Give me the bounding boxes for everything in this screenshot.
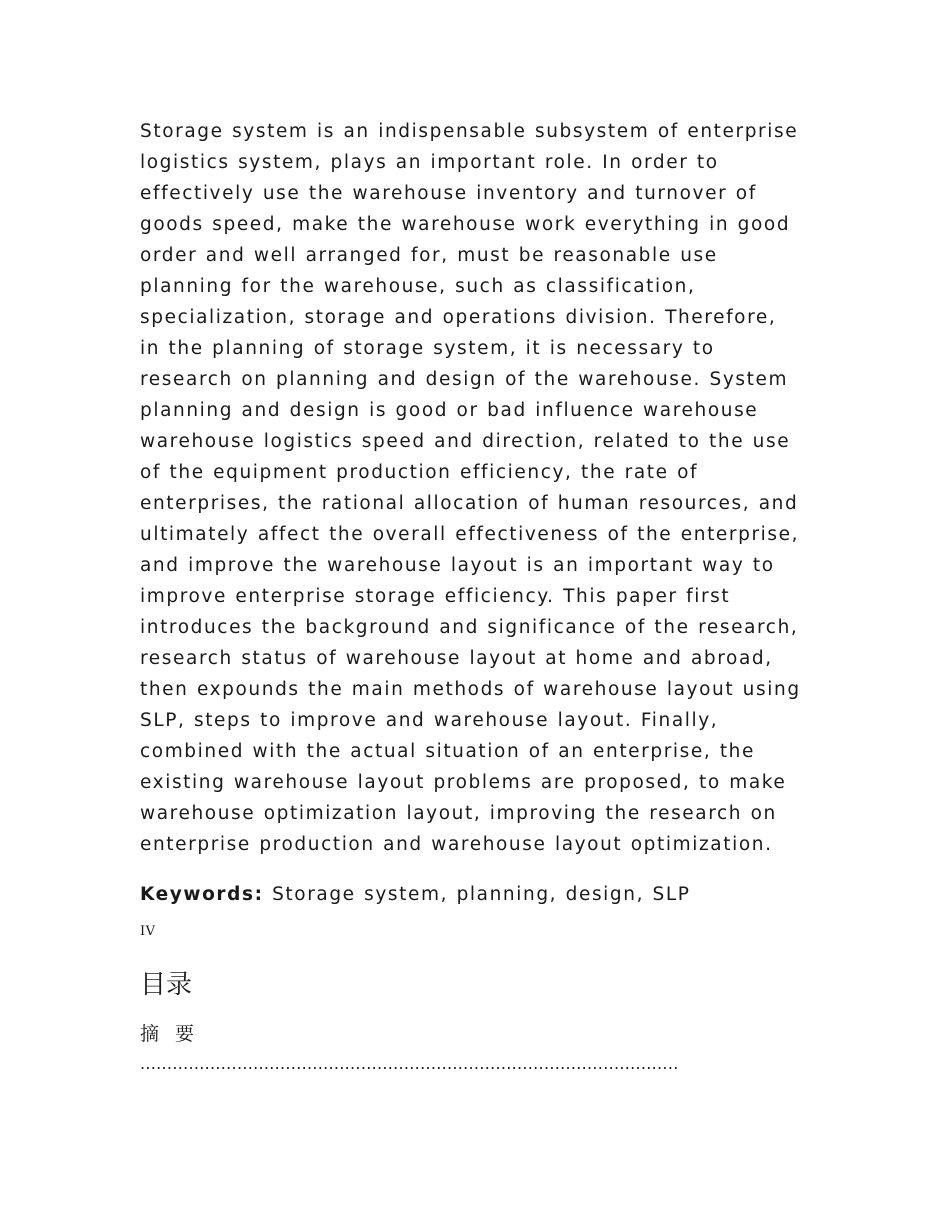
toc-entry-title[interactable]: 摘 要 xyxy=(140,1023,200,1045)
toc-entry-leader: .................................................................................................... xyxy=(140,1054,679,1073)
abstract-line: research on planning and design of the warehouse. System xyxy=(140,369,789,390)
abstract-line: Storage system is an indispensable subsystem of enterprise xyxy=(140,121,799,142)
abstract-line: specialization, storage and operations division. Therefore, xyxy=(140,307,777,328)
abstract-line: order and well arranged for, must be reasonable use xyxy=(140,245,718,266)
abstract-line: planning and design is good or bad influence warehouse xyxy=(140,400,759,421)
abstract-line: ultimately affect the overall effectiveness of the enterprise, xyxy=(140,524,800,545)
toc-heading: 目录 xyxy=(140,970,193,1000)
abstract-line: effectively use the warehouse inventory and turnover of xyxy=(140,183,757,204)
page-number: IV xyxy=(140,924,156,939)
document-page xyxy=(140,116,820,1075)
abstract-line: existing warehouse layout problems are proposed, to make xyxy=(140,772,787,793)
abstract-line: research status of warehouse layout at home and abroad, xyxy=(140,648,773,669)
abstract-line: goods speed, make the warehouse work everything in good xyxy=(140,214,791,235)
abstract-line: and improve the warehouse layout is an important way to xyxy=(140,555,775,576)
abstract-line: SLP, steps to improve and warehouse layout. Finally, xyxy=(140,710,719,731)
abstract-line: enterprises, the rational allocation of human resources, and xyxy=(140,493,799,514)
keywords-label: Keywords: xyxy=(140,884,264,905)
abstract-line: warehouse logistics speed and direction, related to the use xyxy=(140,431,791,452)
abstract-line: planning for the warehouse, such as classification, xyxy=(140,276,696,297)
abstract-line: combined with the actual situation of an enterprise, the xyxy=(140,741,755,762)
keywords-text: Storage system, planning, design, SLP xyxy=(263,884,691,905)
abstract-line: introduces the background and significance of the research, xyxy=(140,617,799,638)
abstract-line: warehouse optimization layout, improving the research on xyxy=(140,803,777,824)
abstract-line: in the planning of storage system, it is necessary to xyxy=(140,338,715,359)
abstract-line: enterprise production and warehouse layout optimization. xyxy=(140,834,773,855)
abstract-line: of the equipment production efficiency, the rate of xyxy=(140,462,699,483)
keywords-line xyxy=(140,879,820,910)
abstract-line: improve enterprise storage efficiency. This paper first xyxy=(140,586,731,607)
abstract-line: then expounds the main methods of warehouse layout using xyxy=(140,679,801,700)
abstract-paragraph xyxy=(140,116,820,860)
abstract-line: logistics system, plays an important role. In order to xyxy=(140,152,719,173)
